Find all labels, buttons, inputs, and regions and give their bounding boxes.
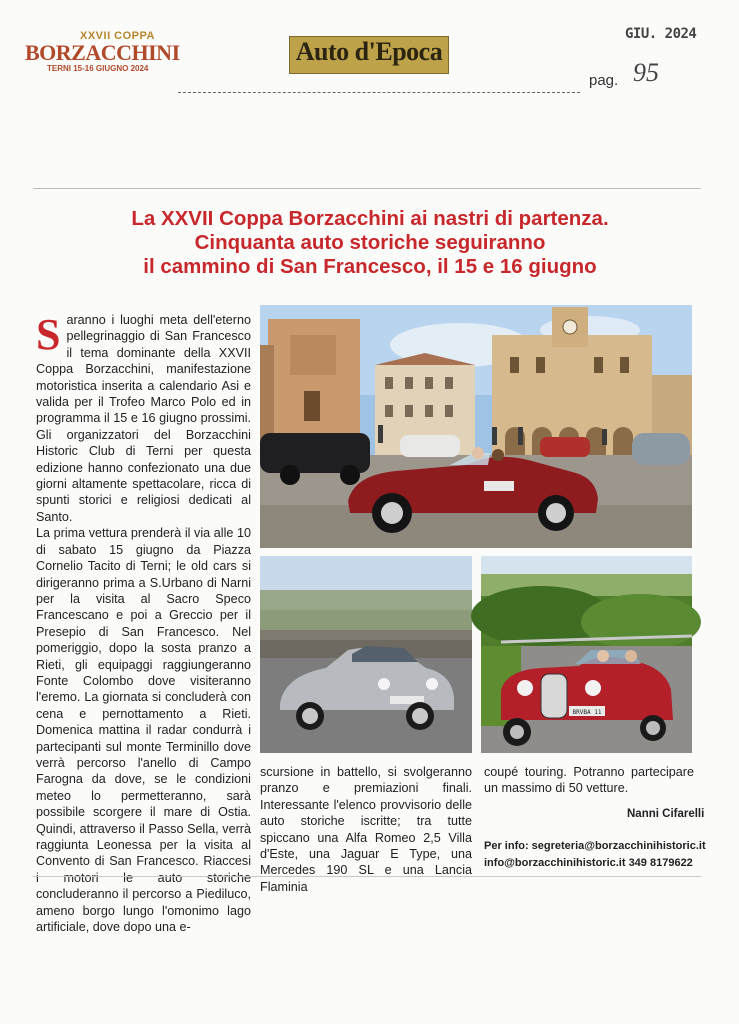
- logo-edition: XXVII COPPA: [80, 30, 155, 42]
- paragraph-1-text: aranno i luoghi meta dell'eterno pellegrinaggio di San Francesco il tema dominante della XXVII Coppa Borzacchini, manifestazione motoristica inserita a calendario Asi e valida per il Trofeo Marco Polo ed in programma il 15 e 16 giugno prossimi. Gli organizzatori del Borzacchini Historic Club di Terni per questa edizione hanno confezionato una due giorni altamente spettacolare, ricca di spunti storici e religiosi dedicati al Santo.: [36, 313, 251, 524]
- publication-masthead: [289, 36, 449, 74]
- clipping-date: GIU. 2024: [625, 26, 697, 42]
- paragraph-1: [36, 312, 251, 525]
- photo-piazza-classic-cars: [260, 305, 692, 548]
- article-top-rule: [33, 188, 701, 189]
- header-divider: [178, 92, 580, 93]
- paragraph-2: La prima vettura prenderà il via alle 10 di sabato 15 giugno da Piazza Cornelio Tacito di Terni; le old cars si dirigeranno prima a S.Urbano di Narni per la visita al Sacro Speco Francescano e poi a Greccio per il Presepio di San Francesco. Nel pomeriggio, dopo la sosta pranzo a Rieti, gli equipaggi raggiungeranno Fonte Colombo dove visiteranno l'eremo. La giornata si concluderà con cena e pernottamento a Rieti. Domenica mattina il radar condurrà i partecipanti sul monte Terminillo dove verrà percorso l'anello di Campo Farogna da dove, se le condizioni meteo lo permetteranno, sarà possibile scorgere il mare di Ostia. Quindi, attraverso il Passo Sella, verrà raggiunta Leonessa per la visita al Convento di San Francesco. Riaccesi i motori le auto storiche concluderanno il percorso a Piediluco, ameno borgo lungo l'omonimo lago artificiale, dove dopo una e-: [36, 526, 251, 935]
- license-plate: BRVBA 11: [572, 709, 602, 716]
- contact-line-2: info@borzacchinihistoric.it 349 8179622: [484, 857, 693, 869]
- article-headline: [30, 207, 710, 279]
- coppa-borzacchini-logo: [25, 30, 180, 76]
- logo-dates: TERNI 15-16 GIUGNO 2024: [47, 64, 149, 73]
- page-label: pag.: [589, 72, 619, 89]
- headline-line-1: La XXVII Coppa Borzacchini ai nastri di partenza.: [131, 207, 609, 230]
- page-number: 95: [633, 58, 659, 87]
- article-bottom-rule: [33, 876, 701, 877]
- article-column-3: coupé touring. Potranno partecipare un massimo di 50 vetture.: [484, 765, 694, 796]
- headline-line-2: Cinquanta auto storiche seguiranno: [194, 231, 546, 254]
- publication-name: Auto d'Epoca: [295, 37, 443, 66]
- article-column-2: scursione in battello, si svolgeranno pranzo e premiazioni finali. Interessante l'elenco provvisorio delle auto storiche iscritte; tra tutte spiccano una Alfa Romeo 2,5 Villa d'Este, una Jaguar E Type, una Mercedes 190 SL e una Lancia Flaminia: [260, 765, 472, 894]
- contact-line-1: Per info: segreteria@borzacchinihistoric.it: [484, 840, 706, 852]
- logo-title: BORZACCHINI: [25, 40, 180, 65]
- article-column-1: [36, 310, 251, 935]
- headline-line-3: il cammino di San Francesco, il 15 e 16 giugno: [143, 255, 597, 278]
- contact-info: [484, 838, 706, 872]
- photo-red-spider-countryside: [481, 556, 692, 753]
- author-signature: Nanni Cifarelli: [627, 808, 705, 820]
- photo-silver-coupe: [260, 556, 472, 753]
- drop-cap: S: [36, 310, 61, 359]
